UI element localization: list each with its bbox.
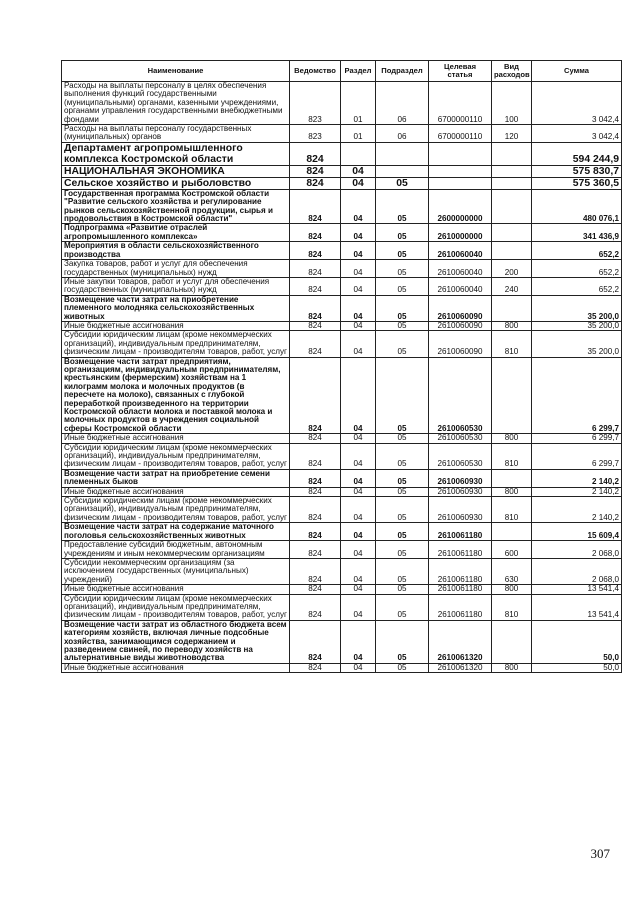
cell-summa: 2 140,2 (532, 469, 622, 487)
cell-statya: 6700000110 (429, 82, 492, 125)
cell-podrazdel: 05 (376, 434, 429, 443)
cell-razdel: 04 (341, 357, 376, 434)
cell-vedomstvo: 824 (290, 541, 341, 559)
cell-vid: 800 (492, 321, 532, 330)
table-row (62, 620, 622, 663)
cell-name: Государственная программа Костромской области "Развитие сельского хозяйства и регулирование рынков сельскохозяйственной продукции, сырья и продовольствия в Костромской области" (62, 189, 290, 224)
cell-summa: 15 609,4 (532, 523, 622, 541)
cell-statya: 2610061320 (429, 620, 492, 663)
cell-vedomstvo: 824 (290, 620, 341, 663)
cell-statya (429, 165, 492, 177)
table-row (62, 189, 622, 224)
cell-podrazdel: 05 (376, 594, 429, 620)
cell-vid (492, 523, 532, 541)
cell-podrazdel: 05 (376, 295, 429, 321)
cell-vedomstvo: 824 (290, 585, 341, 594)
cell-razdel: 04 (341, 331, 376, 357)
cell-vid (492, 142, 532, 165)
table-row (62, 434, 622, 443)
cell-summa: 575 360,5 (532, 177, 622, 189)
cell-vedomstvo: 824 (290, 277, 341, 295)
cell-name: Сельское хозяйство и рыболовство (62, 177, 290, 189)
cell-razdel: 04 (341, 620, 376, 663)
table-row (62, 82, 622, 125)
cell-podrazdel: 05 (376, 523, 429, 541)
cell-summa: 35 200,0 (532, 321, 622, 330)
cell-podrazdel: 06 (376, 125, 429, 143)
cell-name: Иные бюджетные ассигнования (62, 585, 290, 594)
header-name: Наименование (62, 61, 290, 82)
cell-statya: 2610060530 (429, 357, 492, 434)
cell-razdel (341, 142, 376, 165)
cell-vid (492, 357, 532, 434)
cell-podrazdel: 05 (376, 321, 429, 330)
cell-podrazdel: 05 (376, 242, 429, 260)
cell-razdel: 04 (341, 165, 376, 177)
cell-vedomstvo: 824 (290, 165, 341, 177)
cell-vid: 120 (492, 125, 532, 143)
cell-name: Возмещение части затрат на содержание маточного поголовья сельскохозяйственных животных (62, 523, 290, 541)
table-row (62, 224, 622, 242)
table-row (62, 443, 622, 469)
cell-podrazdel: 05 (376, 469, 429, 487)
cell-podrazdel: 05 (376, 497, 429, 523)
cell-name: Субсидии некоммерческим организациям (за исключением государственных (муниципальных) учреждений) (62, 558, 290, 584)
cell-name: Иные бюджетные ассигнования (62, 663, 290, 672)
cell-summa: 35 200,0 (532, 295, 622, 321)
table-row (62, 594, 622, 620)
cell-summa: 50,0 (532, 663, 622, 672)
cell-vedomstvo: 823 (290, 125, 341, 143)
header-vid: Вид расходов (492, 61, 532, 82)
table-header-row (62, 61, 622, 82)
cell-vid: 240 (492, 277, 532, 295)
cell-vedomstvo: 824 (290, 142, 341, 165)
header-razdel: Раздел (341, 61, 376, 82)
cell-razdel: 04 (341, 663, 376, 672)
cell-razdel: 04 (341, 321, 376, 330)
cell-statya: 2600000000 (429, 189, 492, 224)
cell-summa: 575 830,7 (532, 165, 622, 177)
cell-name: Департамент агропромышленного комплекса Костромской области (62, 142, 290, 165)
cell-statya (429, 177, 492, 189)
cell-name: Возмещение части затрат из областного бюджета всем категориям хозяйств, включая личные подсобные хозяйства, занимающимся содержанием и разведением свиней, по переводу хозяйств на альтернативные виды животноводства (62, 620, 290, 663)
cell-name: Субсидии юридическим лицам (кроме некоммерческих организаций), индивидуальным предпринимателям, физическим лицам - производителям товаров, работ, услуг (62, 443, 290, 469)
cell-vedomstvo: 824 (290, 469, 341, 487)
cell-summa: 6 299,7 (532, 443, 622, 469)
cell-podrazdel (376, 165, 429, 177)
cell-statya: 2610061180 (429, 585, 492, 594)
cell-name: Возмещение части затрат на приобретение племенного молодняка сельскохозяйственных животных (62, 295, 290, 321)
cell-name: Иные бюджетные ассигнования (62, 487, 290, 496)
cell-name: Закупка товаров, работ и услуг для обеспечения государственных (муниципальных) нужд (62, 260, 290, 278)
cell-podrazdel: 05 (376, 541, 429, 559)
table-row (62, 585, 622, 594)
cell-statya: 2610061320 (429, 663, 492, 672)
cell-statya: 2610060090 (429, 321, 492, 330)
table-row (62, 331, 622, 357)
cell-razdel: 04 (341, 585, 376, 594)
table-row (62, 277, 622, 295)
cell-vedomstvo: 824 (290, 224, 341, 242)
cell-podrazdel: 05 (376, 331, 429, 357)
cell-name: Иные бюджетные ассигнования (62, 434, 290, 443)
cell-podrazdel: 05 (376, 487, 429, 496)
cell-razdel: 04 (341, 434, 376, 443)
cell-podrazdel: 05 (376, 260, 429, 278)
cell-summa: 341 436,9 (532, 224, 622, 242)
cell-vedomstvo: 824 (290, 189, 341, 224)
cell-razdel: 04 (341, 189, 376, 224)
cell-name: Субсидии юридическим лицам (кроме некоммерческих организаций), индивидуальным предпринимателям, физическим лицам - производителям товаров, работ, услуг (62, 497, 290, 523)
cell-statya: 2610060930 (429, 487, 492, 496)
cell-vedomstvo: 824 (290, 357, 341, 434)
cell-razdel: 04 (341, 541, 376, 559)
cell-vedomstvo: 824 (290, 242, 341, 260)
cell-vid (492, 620, 532, 663)
table-row (62, 487, 622, 496)
cell-vedomstvo: 824 (290, 663, 341, 672)
cell-vid: 800 (492, 663, 532, 672)
cell-vid: 200 (492, 260, 532, 278)
cell-razdel: 04 (341, 497, 376, 523)
table-row (62, 523, 622, 541)
cell-summa: 2 068,0 (532, 558, 622, 584)
cell-podrazdel: 05 (376, 277, 429, 295)
cell-name: Расходы на выплаты персоналу в целях обеспечения выполнения функций государственными (муниципальными) органами, казенными учреждениями, органами управления государственными внебюджетными фондами (62, 82, 290, 125)
cell-vedomstvo: 824 (290, 497, 341, 523)
cell-statya: 2610060930 (429, 469, 492, 487)
cell-vid (492, 224, 532, 242)
cell-vedomstvo: 824 (290, 295, 341, 321)
cell-statya: 2610060530 (429, 434, 492, 443)
cell-statya: 2610060090 (429, 295, 492, 321)
page-number: 307 (590, 846, 610, 861)
cell-summa: 652,2 (532, 260, 622, 278)
cell-statya: 2610060040 (429, 277, 492, 295)
cell-statya: 2610060040 (429, 260, 492, 278)
cell-razdel: 04 (341, 277, 376, 295)
cell-podrazdel: 05 (376, 189, 429, 224)
cell-razdel: 01 (341, 82, 376, 125)
cell-vid: 630 (492, 558, 532, 584)
table-row (62, 497, 622, 523)
table-row (62, 142, 622, 165)
cell-summa: 50,0 (532, 620, 622, 663)
header-vedomstvo: Ведомство (290, 61, 341, 82)
cell-name: Субсидии юридическим лицам (кроме некоммерческих организаций), индивидуальным предпринимателям, физическим лицам - производителям товаров, работ, услуг (62, 331, 290, 357)
cell-vid: 810 (492, 331, 532, 357)
cell-razdel: 04 (341, 295, 376, 321)
cell-statya: 2610061180 (429, 541, 492, 559)
cell-name: Возмещение части затрат предприятиям, организациям, индивидуальным предпринимателям, крестьянским (фермерским) хозяйствам на 1 килограмм молока и молочных продуктов (в пересчете на молоко), связанных с глубокой переработкой произведенного на территории Костромской области молока и поставкой молока и молочных продуктов в учреждения социальной сферы Костромской области (62, 357, 290, 434)
cell-razdel: 04 (341, 443, 376, 469)
cell-razdel: 04 (341, 523, 376, 541)
cell-name: НАЦИОНАЛЬНАЯ ЭКОНОМИКА (62, 165, 290, 177)
cell-razdel: 04 (341, 260, 376, 278)
cell-summa: 2 140,2 (532, 497, 622, 523)
table-body (62, 82, 622, 673)
header-statya: Целевая статья (429, 61, 492, 82)
cell-statya: 2610060530 (429, 443, 492, 469)
cell-vid (492, 469, 532, 487)
cell-name: Предоставление субсидий бюджетным, автономным учреждениям и иным некоммерческим организациям (62, 541, 290, 559)
cell-razdel: 04 (341, 469, 376, 487)
table-row (62, 125, 622, 143)
cell-summa: 3 042,4 (532, 82, 622, 125)
cell-vedomstvo: 824 (290, 260, 341, 278)
cell-vedomstvo: 824 (290, 443, 341, 469)
cell-vedomstvo: 824 (290, 487, 341, 496)
table-row (62, 541, 622, 559)
cell-summa: 2 140,2 (532, 487, 622, 496)
cell-statya: 2610061180 (429, 594, 492, 620)
cell-name: Мероприятия в области сельскохозяйственного производства (62, 242, 290, 260)
cell-name: Расходы на выплаты персоналу государственных (муниципальных) органов (62, 125, 290, 143)
table-row (62, 177, 622, 189)
cell-podrazdel: 05 (376, 224, 429, 242)
cell-vedomstvo: 824 (290, 331, 341, 357)
cell-vid: 810 (492, 594, 532, 620)
cell-summa: 2 068,0 (532, 541, 622, 559)
cell-razdel: 04 (341, 177, 376, 189)
cell-vid (492, 242, 532, 260)
cell-vid: 810 (492, 497, 532, 523)
cell-vid (492, 177, 532, 189)
cell-summa: 13 541,4 (532, 585, 622, 594)
budget-table (61, 60, 622, 673)
cell-statya: 2610060090 (429, 331, 492, 357)
cell-summa: 6 299,7 (532, 434, 622, 443)
header-summa: Сумма (532, 61, 622, 82)
cell-summa: 3 042,4 (532, 125, 622, 143)
cell-summa: 652,2 (532, 242, 622, 260)
cell-summa: 13 541,4 (532, 594, 622, 620)
cell-name: Подпрограмма «Развитие отраслей агропромышленного комплекса» (62, 224, 290, 242)
cell-vid (492, 295, 532, 321)
cell-razdel: 04 (341, 558, 376, 584)
header-podrazdel: Подраздел (376, 61, 429, 82)
cell-name: Иные закупки товаров, работ и услуг для обеспечения государственных (муниципальных) нужд (62, 277, 290, 295)
table-row (62, 321, 622, 330)
cell-statya: 2610060040 (429, 242, 492, 260)
cell-razdel: 04 (341, 242, 376, 260)
cell-razdel: 01 (341, 125, 376, 143)
cell-vedomstvo: 823 (290, 82, 341, 125)
cell-vid: 800 (492, 585, 532, 594)
cell-podrazdel: 06 (376, 82, 429, 125)
cell-vid (492, 165, 532, 177)
cell-name: Возмещение части затрат на приобретение семени племенных быков (62, 469, 290, 487)
cell-statya (429, 142, 492, 165)
cell-vid (492, 189, 532, 224)
cell-podrazdel: 05 (376, 443, 429, 469)
cell-vedomstvo: 824 (290, 594, 341, 620)
cell-vid: 800 (492, 434, 532, 443)
table-row (62, 558, 622, 584)
cell-razdel: 04 (341, 487, 376, 496)
cell-summa: 35 200,0 (532, 331, 622, 357)
cell-summa: 480 076,1 (532, 189, 622, 224)
table-row (62, 295, 622, 321)
cell-vid: 600 (492, 541, 532, 559)
cell-razdel: 04 (341, 224, 376, 242)
cell-podrazdel: 05 (376, 620, 429, 663)
cell-vedomstvo: 824 (290, 177, 341, 189)
cell-vedomstvo: 824 (290, 434, 341, 443)
cell-name: Иные бюджетные ассигнования (62, 321, 290, 330)
cell-vedomstvo: 824 (290, 558, 341, 584)
table-row (62, 469, 622, 487)
cell-statya: 2610061180 (429, 558, 492, 584)
cell-vid: 810 (492, 443, 532, 469)
cell-podrazdel: 05 (376, 558, 429, 584)
cell-vid: 800 (492, 487, 532, 496)
cell-name: Субсидии юридическим лицам (кроме некоммерческих организаций), индивидуальным предпринимателям, физическим лицам - производителям товаров, работ, услуг (62, 594, 290, 620)
table-row (62, 357, 622, 434)
cell-statya: 2610061180 (429, 523, 492, 541)
cell-vid: 100 (492, 82, 532, 125)
cell-razdel: 04 (341, 594, 376, 620)
cell-vedomstvo: 824 (290, 523, 341, 541)
cell-podrazdel (376, 142, 429, 165)
table-row (62, 242, 622, 260)
cell-summa: 6 299,7 (532, 357, 622, 434)
cell-summa: 652,2 (532, 277, 622, 295)
cell-podrazdel: 05 (376, 357, 429, 434)
cell-vedomstvo: 824 (290, 321, 341, 330)
cell-podrazdel: 05 (376, 177, 429, 189)
cell-podrazdel: 05 (376, 663, 429, 672)
table-row (62, 260, 622, 278)
table-row (62, 165, 622, 177)
cell-statya: 6700000110 (429, 125, 492, 143)
cell-statya: 2610000000 (429, 224, 492, 242)
cell-podrazdel: 05 (376, 585, 429, 594)
cell-summa: 594 244,9 (532, 142, 622, 165)
cell-statya: 2610060930 (429, 497, 492, 523)
table-row (62, 663, 622, 672)
